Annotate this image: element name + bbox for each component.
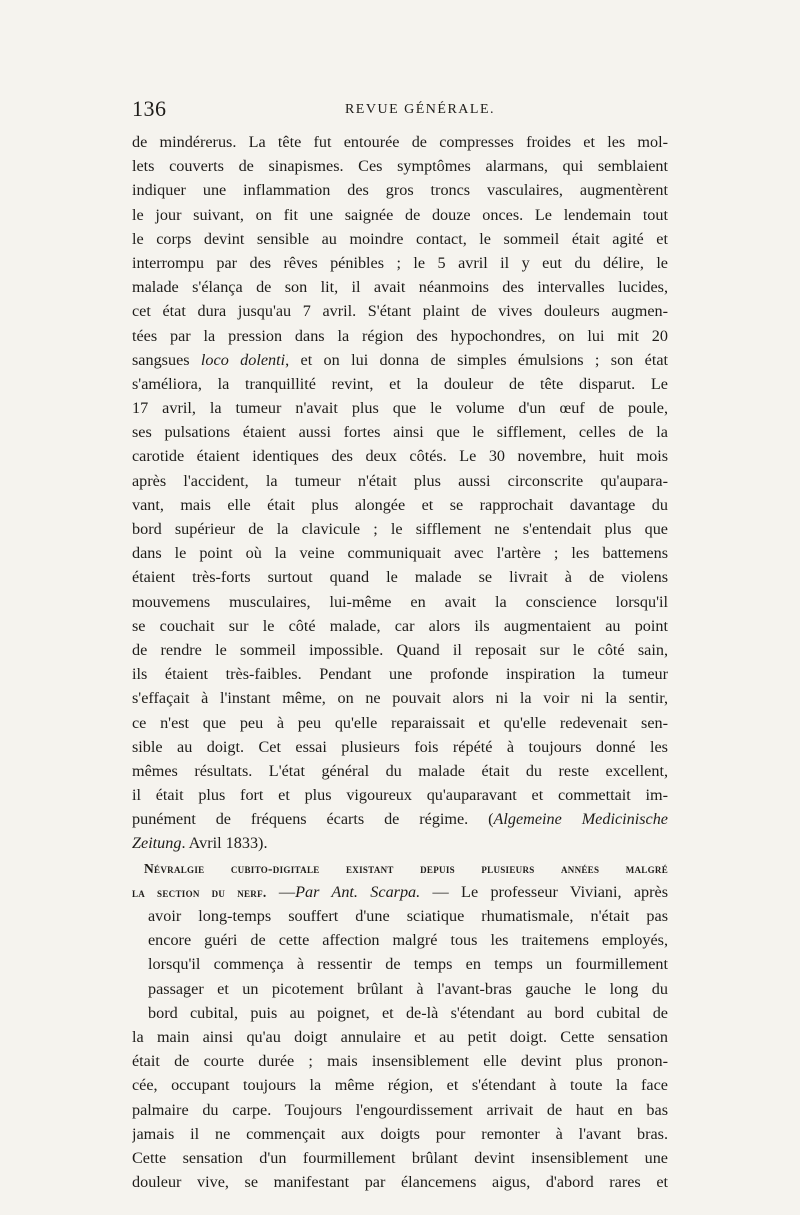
text-line: vant, mais elle était plus alongée et se rapprochait davantage du [132, 495, 668, 514]
text-line [132, 880, 668, 904]
running-title: REVUE GÉNÉRALE. [344, 102, 496, 117]
text-line: s'effaçait à l'instant même, on ne pouvait alors ni la voir ni la sentir, [132, 689, 668, 708]
text-line: ce n'est que peu à peu qu'elle reparaissait et qu'elle redevenait sen- [132, 713, 668, 732]
citation-date: . Avril 1833). [181, 834, 268, 853]
section-heading: Névralgie cubito-digitale existant depuis plusieurs années malgré [144, 860, 668, 876]
text-line: ses pulsations étaient aussi fortes ainsi que le sifflement, celles de la [132, 423, 668, 442]
text-line: jamais il ne commençait aux doigts pour remonter à l'avant bras. [132, 1124, 668, 1143]
text-run: sangsues [132, 350, 201, 369]
text-line: le jour suivant, on fit une saignée de douze onces. Le lendemain tout [132, 205, 668, 224]
text-line: carotide étaient identiques des deux côtés. Le 30 novembre, huit mois [132, 447, 668, 466]
text-line [132, 807, 668, 831]
running-head [132, 96, 668, 124]
text-line: dans le point où la veine communiquait avec l'artère ; les battemens [132, 544, 668, 563]
text-line: lorsqu'il commença à ressentir de temps en temps un fourmillement [148, 955, 668, 974]
text-line: le corps devint sensible au moindre contact, le sommeil était agité et [132, 229, 668, 248]
text-line: tées par la pression dans la région des hypochondres, on lui mit 20 [132, 326, 668, 345]
text-run: — Le professeur Viviani, après [420, 882, 668, 901]
text-line: de rendre le sommeil impossible. Quand il reposait sur le côté sain, [132, 640, 668, 659]
text-line: était de courte durée ; mais insensiblement elle devint plus pronon- [132, 1052, 668, 1071]
text-line: interrompu par des rêves pénibles ; le 5 avril il y eut du délire, le [132, 253, 668, 272]
text-line: avoir long-temps souffert d'une sciatique rhumatismale, n'était pas [148, 907, 668, 925]
text-line: se couchait sur le côté malade, car alors ils augmentaient au point [132, 616, 668, 635]
latin-phrase: loco dolenti [200, 350, 286, 369]
text-line: mouvemens musculaires, lui-même en avait la conscience lorsqu'il [132, 592, 668, 611]
text-line: douleur vive, se manifestant par élancemens aigus, d'abord rares et [132, 1173, 668, 1192]
text-line [132, 831, 668, 855]
text-run: — [266, 882, 296, 901]
author-credit: Par Ant. Scarpa. [295, 882, 421, 901]
text-line: malade s'élança de son lit, il avait néanmoins des intervalles lucides, [132, 278, 668, 297]
article-body [132, 130, 668, 1194]
text-line: bord cubital, puis au poignet, et de-là s'étendant au bord cubital de [148, 1003, 668, 1022]
text-line: palmaire du carpe. Toujours l'engourdissement arrivait de haut en bas [132, 1100, 668, 1119]
text-line: après l'accident, la tumeur n'était plus aussi circonscrite qu'aupara- [132, 471, 668, 490]
text-line: 17 avril, la tumeur n'avait plus que le volume d'un œuf de poule, [132, 399, 668, 418]
text-line: il était plus fort et plus vigoureux qu'auparavant et commettait im- [132, 786, 668, 805]
text-run: punément de fréquens écarts de régime. ( [132, 810, 494, 829]
text-line: la main ainsi qu'au doigt annulaire et au petit doigt. Cette sensation [132, 1027, 668, 1046]
text-line: encore guéri de cette affection malgré tous les traitemens employés, [148, 931, 668, 950]
text-run: , et on lui donna de simples émulsions ; son état [285, 350, 668, 369]
journal-title: Algemeine Medicinische [493, 810, 668, 829]
text-line: indiquer une inflammation des gros troncs vasculaires, augmentèrent [132, 181, 668, 200]
text-line: ils étaient très-faibles. Pendant une profonde inspiration la tumeur [132, 665, 668, 684]
text-line: lets couverts de sinapismes. Ces symptômes alarmans, qui semblaient [132, 157, 668, 176]
text-line: passager et un picotement brûlant à l'avant-bras gauche le long du [148, 979, 668, 998]
text-line: cet état dura jusqu'au 7 avril. S'étant plaint de vives douleurs augmen- [132, 302, 668, 321]
section-heading: la section du nerf. [132, 884, 267, 900]
text-line: bord supérieur de la clavicule ; le sifflement ne s'entendait plus que [132, 520, 668, 538]
text-line: Cette sensation d'un fourmillement brûlant devint insensiblement une [132, 1148, 668, 1167]
text-line: étaient très-forts surtout quand le malade se livrait à de violens [132, 568, 668, 587]
text-line [132, 348, 668, 372]
text-line: de mindérerus. La tête fut entourée de compresses froides et les mol- [132, 133, 668, 151]
text-line: s'améliora, la tranquillité revint, et la douleur de tête disparut. Le [132, 374, 668, 393]
text-line: sible au doigt. Cet essai plusieurs fois répété à toujours donné les [132, 737, 668, 756]
text-line: cée, occupant toujours la même région, et s'étendant à toute la face [132, 1076, 668, 1095]
section-heading-line [132, 856, 668, 880]
page-number: 136 [132, 96, 167, 121]
text-line: mêmes résultats. L'état général du malade était du reste excellent, [132, 761, 668, 780]
journal-title: Zeitung [132, 834, 182, 853]
